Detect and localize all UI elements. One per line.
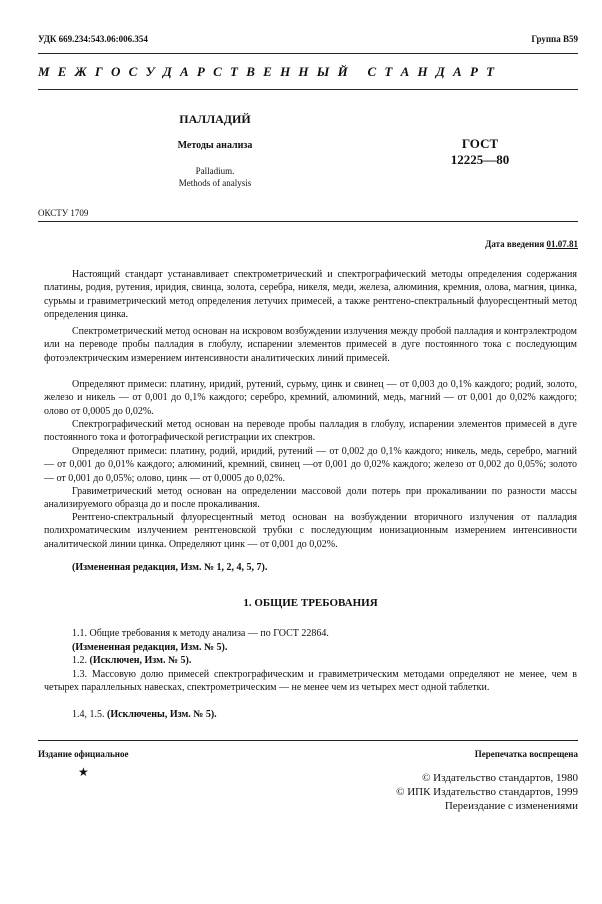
clause-1-1-revision: (Измененная редакция, Изм. № 5). — [72, 642, 228, 653]
intro-paragraph-1: Настоящий стандарт устанавливает спектрометрический и спектрографический методы определения содержания платины, родия, рутения, иридия, свинца, золота, серебра, никеля, меди, железа, алюминия, кремния, олова, магния, цинка, сурьмы и гравиметрический метод определения летучих примесей, а также рентгено-спектральный флуоресцентный метод определения цинка. — [44, 269, 577, 321]
okstu-rule — [38, 221, 578, 222]
udk-code: УДК 669.234:543.06:006.354 — [38, 34, 148, 44]
intro-paragraph-7: Рентгено-спектральный флуоресцентный метод основан на возбуждении вторичного излучения от палладия полихроматическим излучением рентгеновской трубки с последующим ионизационным измерением интенсивности аналитической линии цинка. Определяют цинк — от 0,001 до 0,02%. — [44, 512, 577, 550]
reprint-prohibited: Перепечатка воспрещена — [474, 749, 578, 759]
title-en: Palladium. — [195, 166, 235, 176]
intro-date-label: Дата введения — [485, 239, 545, 249]
clause-1-3: 1.3. Массовую долю примесей спектрографическим и гравиметрическим методами определяют не менее, чем в четырех параллельных навесках, спектрометрическим — не менее чем из четырех мест одной таблетки. — [44, 669, 577, 694]
subtitle-ru: Методы анализа — [177, 140, 253, 151]
header-rule-top — [38, 53, 578, 54]
clause-1-4-1-5: 1.4, 1.5. (Исключены, Изм. № 5). — [72, 709, 217, 720]
section-1-heading: 1. ОБЩИЕ ТРЕБОВАНИЯ — [243, 597, 378, 609]
intro-paragraph-6: Гравиметрический метод основан на определении массовой доли потерь при прокаливании по разности массы анализируемого образца до и после прокаливания. — [44, 486, 577, 511]
clause-1-2: 1.2. (Исключен, Изм. № 5). — [72, 655, 192, 666]
okstu-code: ОКСТУ 1709 — [38, 208, 89, 218]
clause-1-1: 1.1. Общие требования к методу анализа — по ГОСТ 22864. — [72, 628, 329, 639]
reissue-note: Переиздание с изменениями — [444, 800, 578, 812]
official-edition: Издание официальное — [38, 749, 129, 759]
gost-label: ГОСТ — [461, 136, 499, 151]
intro-date-value: 01.07.81 — [546, 239, 578, 249]
gost-number: 12225—80 — [450, 152, 510, 167]
footer-rule — [38, 740, 578, 741]
intro-date — [485, 239, 578, 249]
intro-paragraph-3: Определяют примеси: платину, иридий, рутений, сурьму, цинк и свинец — от 0,003 до 0,1% каждого; родий, золото, железо и никель — от 0,001 до 0,1% каждого; серебро, кремний, алюминий, медь, магний — от 0,001 до 0,02% каждого; олово от 0,0005 до 0,02%. — [44, 379, 577, 417]
interstate-standard-banner: М Е Ж Г О С У Д А Р С Т В Е Н Н Ы Й С Т А Н Д А Р Т — [38, 64, 497, 79]
star-mark: ★ — [78, 765, 89, 779]
copyright-1999: © ИПК Издательство стандартов, 1999 — [396, 786, 578, 798]
header-rule-bottom — [38, 89, 578, 90]
intro-paragraph-2: Спектрометрический метод основан на искровом возбуждении излучения между пробой палладия и контрэлектродом или на переводе пробы палладия в глобулу, испарении элементов примесей в дуге постоянного тока с последующим фотоэлектрическим измерением интенсивности аналитических линий примесей. — [44, 326, 577, 364]
copyright-1980: © Издательство стандартов, 1980 — [422, 772, 578, 784]
intro-revision-note: (Измененная редакция, Изм. № 1, 2, 4, 5, 7). — [72, 562, 268, 573]
intro-paragraph-4: Спектрографический метод основан на переводе пробы палладия в глобулу, испарении элементов примесей в дуге постоянного тока и фотографической регистрации их спектров. — [44, 419, 577, 444]
subtitle-en: Methods of analysis — [178, 178, 252, 188]
title-ru: ПАЛЛАДИЙ — [179, 112, 251, 126]
group-code: Группа В59 — [531, 34, 578, 44]
intro-paragraph-5: Определяют примеси: платину, родий, иридий, рутений — от 0,002 до 0,1% каждого; никель, медь, серебро, магний — от 0,001 до 0,01% каждого; алюминий, кремний, свинец —от 0,001 до 0,02% каждого; железо от 0,002 до 0,05%; золото — от 0,001 до 0,05%; олово, цинк — от 0,0005 до 0,02%. — [44, 446, 577, 484]
